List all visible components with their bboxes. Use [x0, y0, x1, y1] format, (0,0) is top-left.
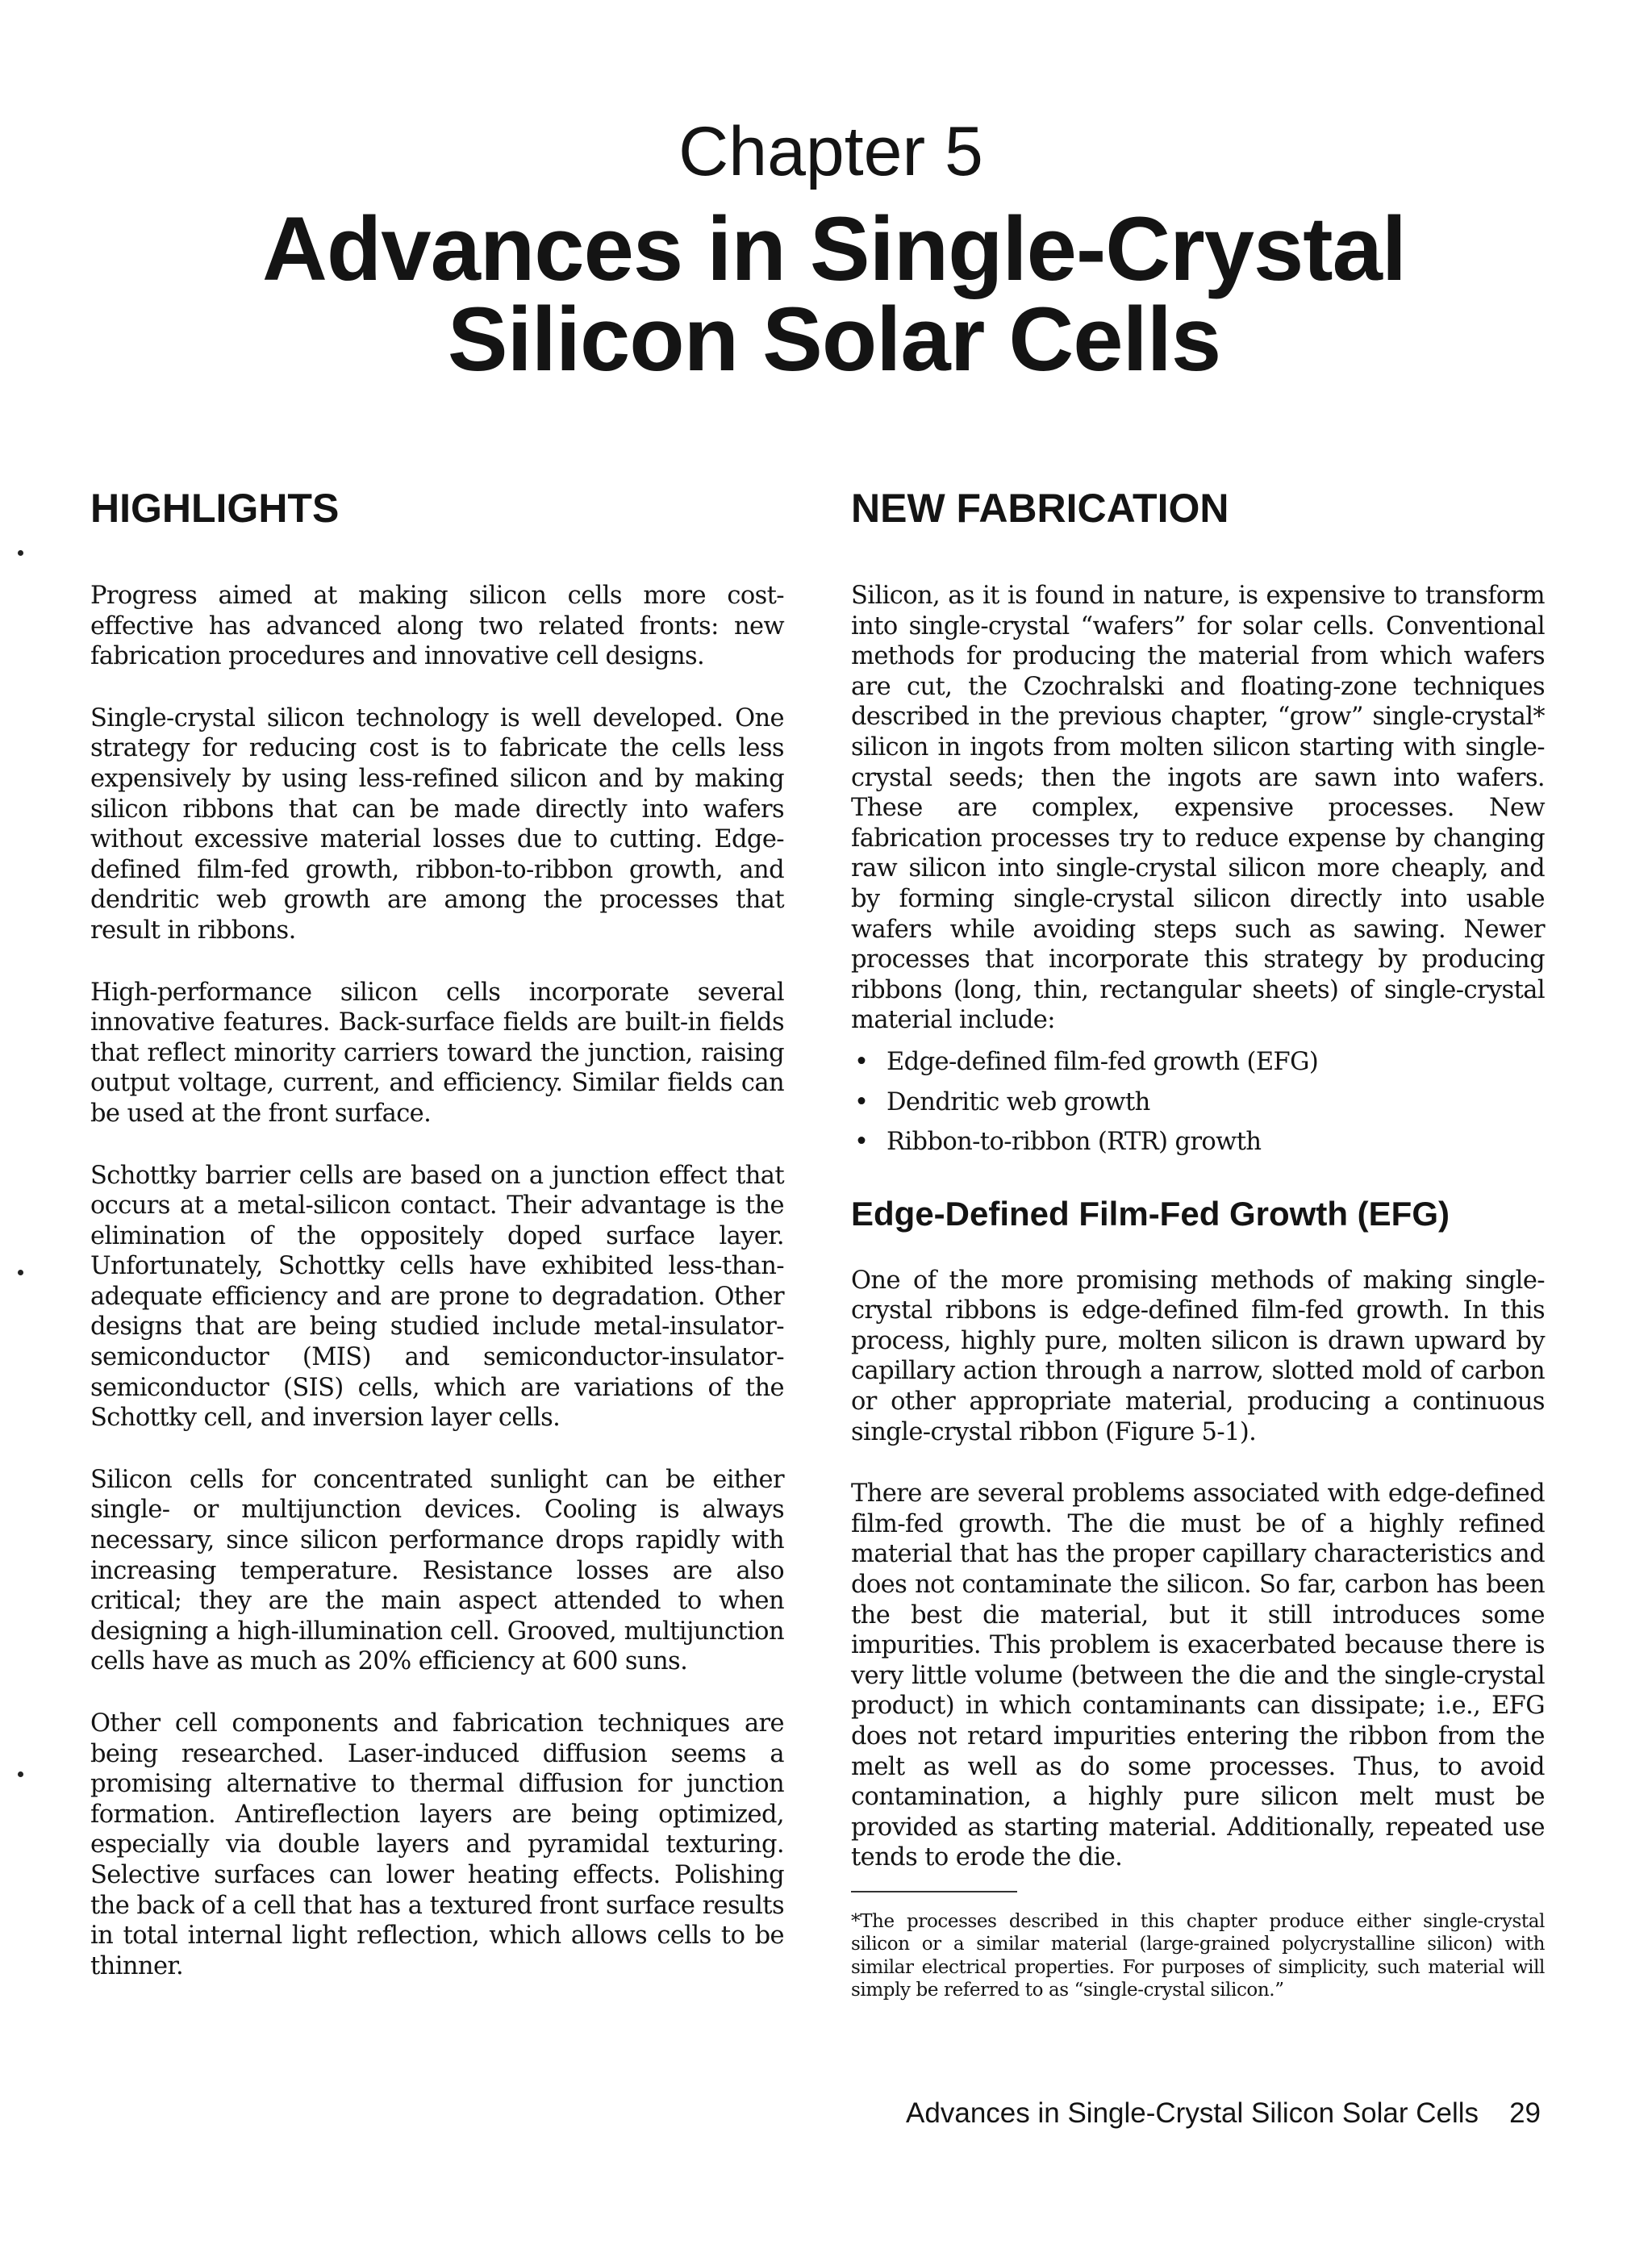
page-footer	[906, 2096, 1541, 2131]
new-fabrication-intro: Silicon, as it is found in nature, is expensive to transform into single-crystal “wafers” for solar cells. Conventional methods for producing the material from which wafers are cut, the Czochralski and floating-zone techniques described in the previous chapter, “grow” single-crystal* silicon in ingots from molten silicon starting with single-crystal seeds; then the ingots are sawn into wafers. These are complex, expensive processes. New fabrication processes try to reduce expense by changing raw silicon into single-crystal silicon more cheaply, and by forming single-crystal silicon directly into usable wafers while avoiding steps such as sawing. Newer processes that incorporate this strategy by producing ribbons (long, thin, rectangular sheets) of single-crystal material include:	[851, 582, 1545, 1035]
highlights-paragraph: Progress aimed at making silicon cells more cost-effective has advanced along two related fronts: new fabrication procedures and innovative cell designs.	[90, 582, 784, 671]
ribbon-process-list	[851, 1047, 1545, 1158]
list-item: • Edge-defined film-fed growth (EFG)	[851, 1047, 1545, 1078]
highlights-heading: HIGHLIGHTS	[90, 486, 340, 531]
footnote-divider	[851, 1891, 1017, 1892]
highlights-paragraph: Other cell components and fabrication techniques are being researched. Laser-induced diffusion seems a promising alternative to thermal diffusion for junction formation. Antireflection layers are being optimized, especially via double layers and pyramidal texturing. Selective surfaces can lower heating effects. Polishing the back of a cell that has a textured front surface results in total internal light reflection, which allows cells to be thinner.	[90, 1709, 784, 1980]
highlights-paragraph: Single-crystal silicon technology is well developed. One strategy for reducing cost is to fabricate the cells less expensively by using less-refined silicon and by making silicon ribbons that can be made directly into wafers without excessive material losses due to cutting. Edge-defined film-fed growth, ribbon-to-ribbon growth, and dendritic web growth are among the processes that result in ribbons.	[90, 703, 784, 945]
scan-speck	[18, 1771, 23, 1777]
efg-heading: Edge-Defined Film-Fed Growth (EFG)	[851, 1194, 1450, 1233]
highlights-paragraph: Schottky barrier cells are based on a junction effect that occurs at a metal-silicon contact. Their advantage is the elimination of the oppositely doped surface layer. Unfortunately, Schottky cells have exhibited less-than-adequate efficiency and are prone to degradation. Other designs that are being studied include metal-insulator-semiconductor (MIS) and semiconductor-insulator-semiconductor (SIS) cells, which are variations of the Schottky cell, and inversion layer cells.	[90, 1161, 784, 1433]
running-title: Advances in Single-Crystal Silicon Solar Cells	[906, 2097, 1479, 2129]
efg-paragraph: There are several problems associated with edge-defined film-fed growth. The die must be of a highly refined material that has the proper capillary characteristics and does not contaminate the silicon. So far, carbon has been the best die material, but it still introduces some impurities. This problem is exacerbated because there is very little volume (between the die and the single-crystal product) in which contaminants can dissipate; i.e., EFG does not retard impurities entering the ribbon from the melt as well as do some processes. Thus, to avoid contamination, a highly pure silicon melt must be provided as starting material. Additionally, repeated use tends to erode the die.	[851, 1479, 1545, 1872]
scan-speck	[18, 550, 23, 556]
highlights-paragraph: High-performance silicon cells incorporate several innovative features. Back-surface fields are built-in fields that reflect minority carriers toward the junction, raising output voltage, current, and efficiency. Similar fields can be used at the front surface.	[90, 978, 784, 1128]
chapter-number: Chapter 5	[678, 113, 983, 190]
footnote: *The processes described in this chapter produce either single-crystal silicon or a similar material (large-grained polycrystalline silicon) with similar electrical properties. For purposes of simplicity, such material will simply be referred to as “single-crystal silicon.”	[851, 1910, 1545, 2001]
chapter-title-line-2: Silicon Solar Cells	[447, 289, 1221, 390]
highlights-column	[90, 484, 784, 2013]
list-item: • Ribbon-to-ribbon (RTR) growth	[851, 1127, 1545, 1158]
list-item: • Dendritic web growth	[851, 1087, 1545, 1118]
page-number: 29	[1509, 2097, 1541, 2129]
new-fabrication-column	[851, 484, 1545, 2002]
new-fabrication-heading: NEW FABRICATION	[851, 486, 1229, 531]
efg-paragraph: One of the more promising methods of making single-crystal ribbons is edge-defined film-fed growth. In this process, highly pure, molten silicon is drawn upward by capillary action through a narrow, slotted mold of carbon or other appropriate material, producing a continuous single-crystal ribbon (Figure 5-1).	[851, 1266, 1545, 1446]
chapter-title-line-1: Advances in Single-Crystal	[261, 198, 1407, 299]
highlights-paragraph: Silicon cells for concentrated sunlight can be either single- or multijunction devices. Cooling is always necessary, since silicon performance drops rapidly with increasing temperature. Resistance losses are also critical; they are the main aspect attended to when designing a high-illumination cell. Grooved, multijunction cells have as much as 20% efficiency at 600 suns.	[90, 1465, 784, 1676]
scan-speck	[18, 1270, 23, 1275]
